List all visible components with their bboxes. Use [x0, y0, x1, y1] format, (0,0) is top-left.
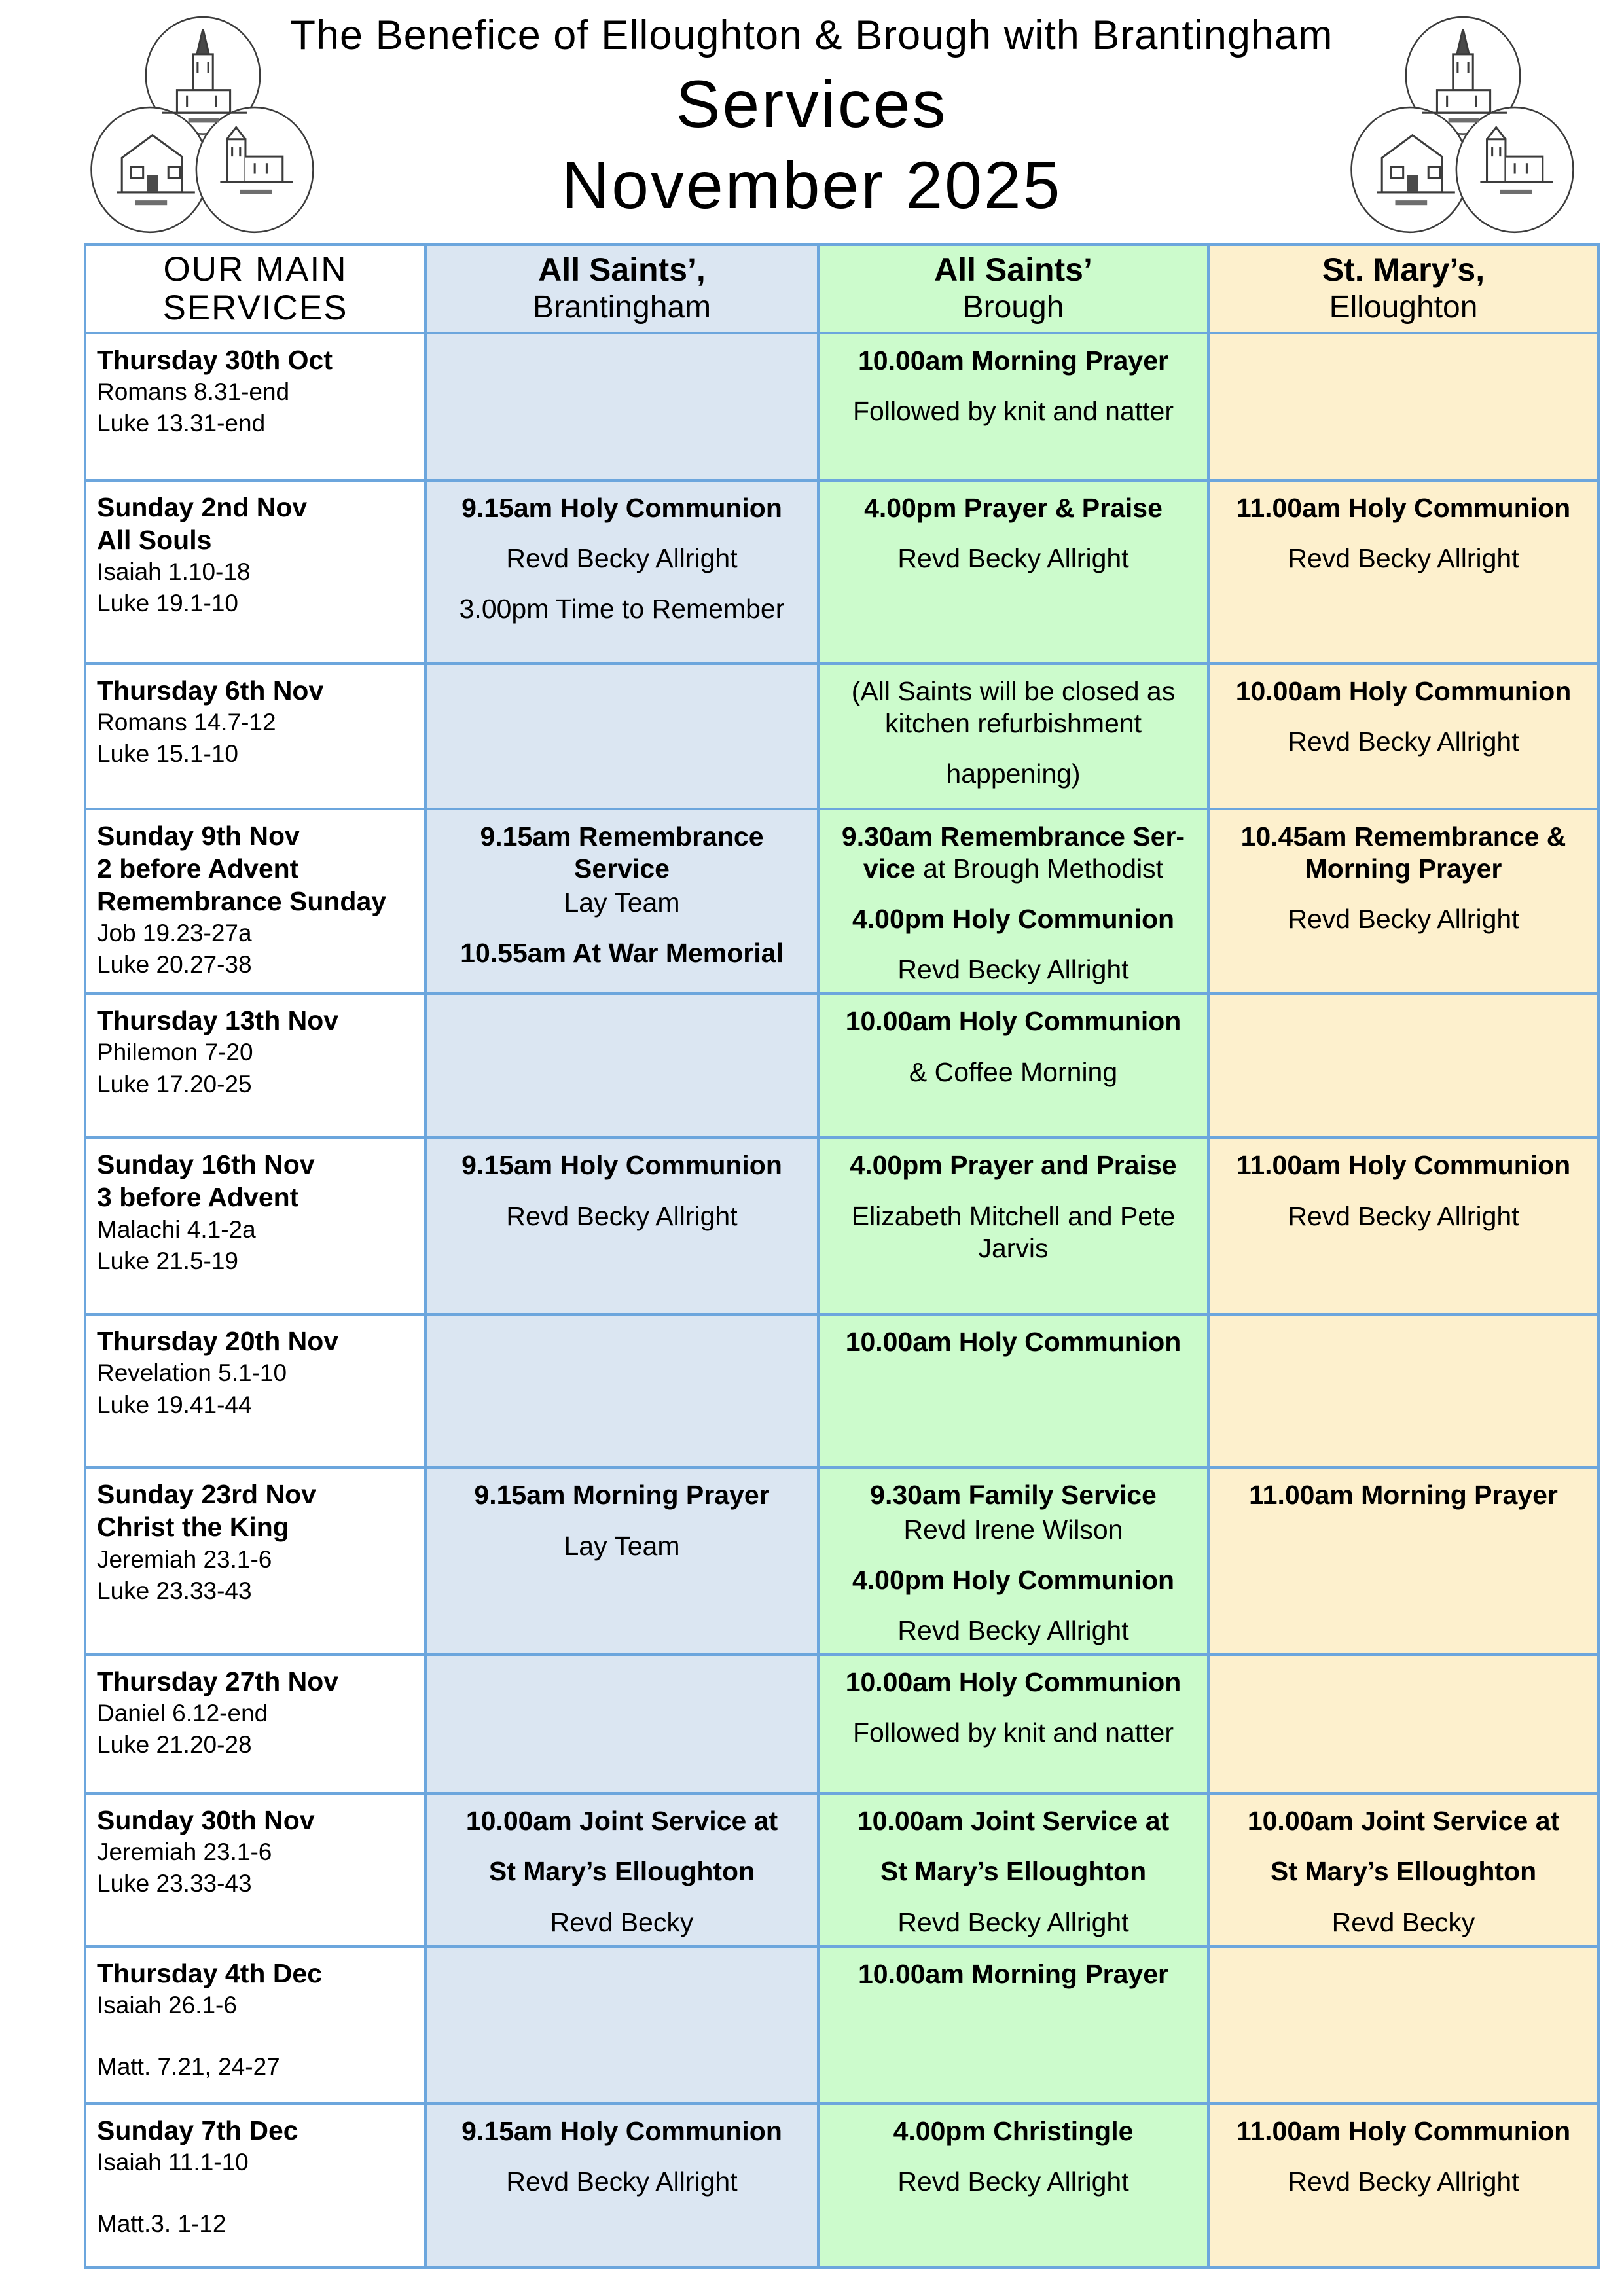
service-text: Revd Becky Allright: [506, 2166, 738, 2197]
table-header-row: [85, 245, 1598, 333]
reading-line: Malachi 4.1-2a: [97, 1215, 256, 1243]
service-cell-brantingham: [425, 1314, 818, 1467]
date-line: Thursday 30th Oct: [97, 344, 333, 375]
service-cell-brough: [818, 2104, 1208, 2267]
date-cell: [85, 1946, 425, 2104]
reading-line: Luke 23.33-43: [97, 1577, 252, 1604]
service-cell-brantingham: [425, 2104, 818, 2267]
date-line: Sunday 30th Nov: [97, 1805, 315, 1836]
reading-line: Matt. 7.21, 24-27: [97, 2053, 280, 2080]
service-cell-brough: [818, 1314, 1208, 1467]
service-text: Revd Becky Allright: [897, 1907, 1129, 1937]
date-line: 2 before Advent: [97, 853, 299, 884]
reading-line: Luke 13.31-end: [97, 409, 266, 437]
service-text: 10.55am At War Memorial: [460, 938, 784, 969]
reading-line: Jeremiah 23.1-6: [97, 1839, 272, 1866]
service-cell-brough: [818, 1467, 1208, 1655]
table-row: [85, 1655, 1598, 1793]
date-cell: [85, 664, 425, 809]
service-cell-brough: [818, 333, 1208, 480]
service-text: Followed by knit and natter: [853, 1717, 1174, 1748]
service-text: Revd Becky: [1331, 1907, 1475, 1937]
date-line: Thursday 27th Nov: [97, 1666, 339, 1697]
service-text: St Mary’s Elloughton: [1270, 1856, 1537, 1887]
column-header-brough: [818, 245, 1208, 333]
service-text: 10.00am Holy Communion: [845, 1667, 1182, 1698]
service-cell-brough: [818, 994, 1208, 1138]
service-text: 4.00pm Prayer & Praise: [864, 492, 1163, 523]
service-cell-brantingham: [425, 994, 818, 1138]
service-cell-elloughton: [1208, 809, 1598, 994]
service-cell-elloughton: [1208, 1314, 1598, 1467]
date-line: Thursday 20th Nov: [97, 1326, 339, 1357]
service-text: 11.00am Morning Prayer: [1249, 1480, 1558, 1511]
date-cell: [85, 1793, 425, 1946]
service-text: 10.00am Joint Service at: [857, 1806, 1170, 1837]
service-text: happening): [946, 759, 1081, 789]
date-cell: [85, 1138, 425, 1314]
table-row: [85, 333, 1598, 480]
table-row: [85, 1793, 1598, 1946]
reading-line: Luke 21.5-19: [97, 1247, 239, 1274]
service-cell-brough: [818, 809, 1208, 994]
reading-line: Luke 21.20-28: [97, 1731, 252, 1759]
reading-line: Romans 8.31-end: [97, 378, 290, 405]
table-row: [85, 664, 1598, 809]
reading-line: Luke 19.41-44: [97, 1391, 252, 1418]
service-cell-brough: [818, 480, 1208, 664]
reading-line: Daniel 6.12-end: [97, 1700, 268, 1727]
service-cell-elloughton: [1208, 2104, 1598, 2267]
church-place: Elloughton: [1329, 290, 1478, 325]
service-text: Lay Team: [564, 888, 680, 918]
service-text: Revd Becky Allright: [897, 2166, 1129, 2197]
service-cell-brantingham: [425, 1793, 818, 1946]
date-cell: [85, 2104, 425, 2267]
service-cell-brough: [818, 664, 1208, 809]
service-cell-elloughton: [1208, 1467, 1598, 1655]
service-text: Revd Becky Allright: [1288, 543, 1519, 573]
service-text: 10.45am Remembrance & Morning Prayer: [1240, 821, 1566, 884]
service-text: Revd Becky Allright: [1288, 1200, 1519, 1231]
service-cell-elloughton: [1208, 480, 1598, 664]
service-text: 9.15am Morning Prayer: [474, 1480, 770, 1511]
service-text: 9.30am Family Service: [870, 1480, 1157, 1511]
date-line: Remembrance Sunday: [97, 886, 387, 916]
column-header-main: [85, 245, 425, 333]
service-cell-elloughton: [1208, 1138, 1598, 1314]
reading-line: Jeremiah 23.1-6: [97, 1545, 272, 1573]
church-name: All Saints’: [934, 251, 1092, 288]
reading-line: Isaiah 11.1-10: [97, 2148, 249, 2176]
service-text: 10.00am Holy Communion: [845, 1006, 1182, 1037]
column-header-elloughton: [1208, 245, 1598, 333]
date-line: Thursday 13th Nov: [97, 1005, 339, 1036]
service-cell-brough: [818, 1793, 1208, 1946]
service-text: St Mary’s Elloughton: [488, 1856, 755, 1887]
service-text: 9.15am Remembrance Service: [480, 821, 764, 884]
service-text: 10.00am Holy Communion: [1235, 675, 1572, 706]
service-text: Lay Team: [564, 1530, 680, 1561]
date-line: Sunday 23rd Nov: [97, 1479, 316, 1510]
service-text: Followed by knit and natter: [853, 395, 1174, 426]
service-cell-brantingham: [425, 664, 818, 809]
service-cell-brough: [818, 1946, 1208, 2104]
church-name: St. Mary’s,: [1322, 251, 1485, 288]
date-cell: [85, 1467, 425, 1655]
service-text: Revd Becky Allright: [897, 1615, 1129, 1646]
column-header-brantingham: [425, 245, 818, 333]
service-text: Revd Becky Allright: [897, 954, 1129, 985]
service-cell-brough: [818, 1138, 1208, 1314]
reading-line: Luke 20.27-38: [97, 950, 252, 978]
service-text: 9.15am Holy Communion: [461, 1150, 782, 1181]
service-cell-elloughton: [1208, 1946, 1598, 2104]
table-row: [85, 1946, 1598, 2104]
benefice-title: The Benefice of Elloughton & Brough with Brantingham: [290, 12, 1333, 58]
service-text: Revd Becky Allright: [506, 1200, 738, 1231]
service-text: 4.00pm Holy Communion: [852, 904, 1175, 935]
service-cell-elloughton: [1208, 333, 1598, 480]
benefice-churches-emblem-right: [1329, 14, 1597, 240]
service-cell-elloughton: [1208, 664, 1598, 809]
date-cell: [85, 809, 425, 994]
services-table: [84, 243, 1600, 2269]
service-cell-brantingham: [425, 1467, 818, 1655]
service-cell-brough: [818, 1655, 1208, 1793]
date-line: Sunday 9th Nov: [97, 820, 300, 851]
service-cell-elloughton: [1208, 1793, 1598, 1946]
table-row: [85, 480, 1598, 664]
page-header: [0, 0, 1624, 245]
table-row: [85, 1314, 1598, 1467]
date-line: Thursday 4th Dec: [97, 1958, 323, 1988]
service-text: 4.00pm Christingle: [893, 2115, 1134, 2146]
reading-line: Luke 15.1-10: [97, 740, 239, 767]
service-text: 10.00am Joint Service at: [1247, 1806, 1560, 1837]
service-text: Revd Becky Allright: [506, 543, 738, 573]
service-cell-elloughton: [1208, 1655, 1598, 1793]
reading-line: Matt.3. 1-12: [97, 2210, 226, 2237]
date-line: Sunday 16th Nov: [97, 1149, 315, 1180]
service-cell-brantingham: [425, 1655, 818, 1793]
service-cell-elloughton: [1208, 994, 1598, 1138]
service-text: 10.00am Holy Communion: [845, 1327, 1182, 1357]
service-text: Revd Irene Wilson: [903, 1514, 1123, 1545]
service-text: 11.00am Holy Communion: [1236, 2115, 1571, 2146]
service-text: Revd Becky Allright: [1288, 2166, 1519, 2197]
service-text: & Coffee Morning: [909, 1056, 1118, 1087]
service-text: Elizabeth Mitchell and Pete Jarvis: [851, 1200, 1176, 1263]
reading-line: Revelation 5.1-10: [97, 1359, 287, 1387]
table-row: [85, 809, 1598, 994]
table-row: [85, 1467, 1598, 1655]
service-text: 9.30am Remembrance Ser-vice at Brough Methodist: [841, 821, 1185, 884]
service-text: Revd Becky Allright: [1288, 726, 1519, 757]
service-text: 9.15am Holy Communion: [461, 492, 782, 523]
church-name: All Saints’,: [538, 251, 706, 288]
service-cell-brantingham: [425, 480, 818, 664]
service-cell-brantingham: [425, 1138, 818, 1314]
service-text: 4.00pm Holy Communion: [852, 1564, 1175, 1595]
date-line: All Souls: [97, 524, 212, 555]
service-text: 10.00am Joint Service at: [465, 1806, 778, 1837]
reading-line: Romans 14.7-12: [97, 708, 276, 736]
church-place: Brough: [962, 290, 1064, 325]
service-text: Revd Becky: [550, 1907, 694, 1937]
date-line: Thursday 6th Nov: [97, 675, 324, 706]
service-text: (All Saints will be closed as kitchen refurbishment: [851, 675, 1176, 738]
date-cell: [85, 994, 425, 1138]
service-cell-brantingham: [425, 333, 818, 480]
service-text: St Mary’s Elloughton: [880, 1856, 1147, 1887]
main-header-line2: SERVICES: [162, 289, 348, 328]
page-title: Services: [676, 67, 948, 142]
reading-line: Luke 19.1-10: [97, 589, 239, 617]
date-line: Sunday 2nd Nov: [97, 492, 308, 522]
reading-line: Isaiah 26.1-6: [97, 1991, 237, 2018]
service-text: 11.00am Holy Communion: [1236, 1150, 1571, 1181]
date-cell: [85, 1314, 425, 1467]
table-row: [85, 2104, 1598, 2267]
services-schedule: [84, 243, 1597, 2269]
reading-line: Luke 17.20-25: [97, 1070, 252, 1098]
date-cell: [85, 333, 425, 480]
reading-line: Philemon 7-20: [97, 1039, 253, 1066]
service-text: 9.15am Holy Communion: [461, 2115, 782, 2146]
reading-line: Luke 23.33-43: [97, 1870, 252, 1897]
service-text: 10.00am Morning Prayer: [858, 1958, 1168, 1989]
service-cell-brantingham: [425, 809, 818, 994]
reading-line: Job 19.23-27a: [97, 919, 252, 946]
page-month: November 2025: [561, 148, 1062, 223]
date-line: 3 before Advent: [97, 1182, 299, 1213]
service-text: Revd Becky Allright: [1288, 904, 1519, 935]
date-line: Sunday 7th Dec: [97, 2115, 298, 2145]
table-row: [85, 994, 1598, 1138]
table-row: [85, 1138, 1598, 1314]
reading-line: Isaiah 1.10-18: [97, 558, 251, 585]
church-place: Brantingham: [532, 290, 712, 325]
service-text: 10.00am Morning Prayer: [858, 345, 1168, 376]
service-text: 3.00pm Time to Remember: [459, 594, 785, 624]
service-text: 11.00am Holy Communion: [1236, 492, 1571, 523]
title-block: [281, 12, 1342, 223]
service-text: 4.00pm Prayer and Praise: [850, 1150, 1177, 1181]
services-table-body: [85, 333, 1598, 2267]
service-text: Revd Becky Allright: [897, 543, 1129, 573]
date-cell: [85, 480, 425, 664]
date-line: Christ the King: [97, 1512, 289, 1543]
main-header-line1: OUR MAIN: [163, 250, 348, 289]
service-cell-brantingham: [425, 1946, 818, 2104]
date-cell: [85, 1655, 425, 1793]
